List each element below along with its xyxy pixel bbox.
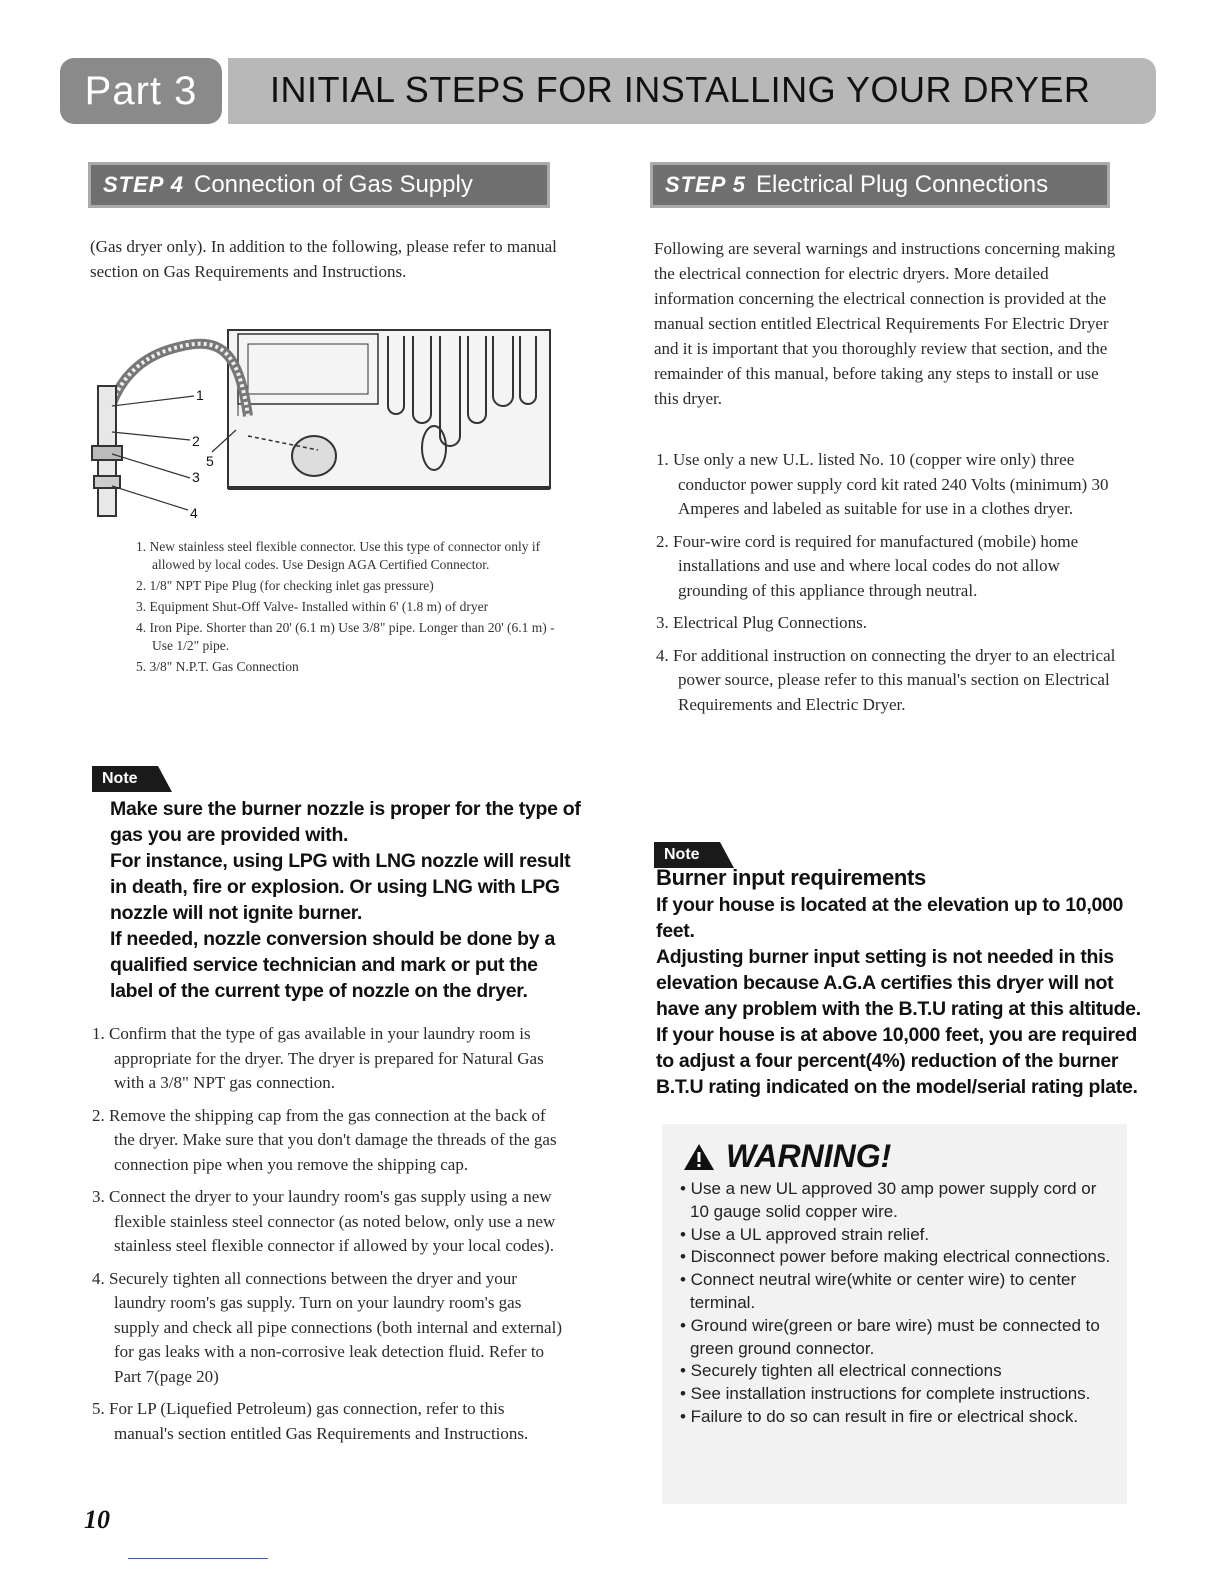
note-line: For instance, using LPG with LNG nozzle will result [110, 850, 571, 872]
note-heading: Burner input requirements [656, 865, 926, 890]
callout-4: 4 [190, 505, 198, 521]
step4-header [88, 162, 550, 208]
warning-heading [682, 1138, 891, 1175]
step5-header [650, 162, 1110, 208]
warning-item: • Ground wire(green or bare wire) must be connected to green ground connector. [680, 1315, 1100, 1358]
note-line: Adjusting burner input setting is not needed in this [656, 946, 1114, 968]
note-line: qualified service technician and mark or put the [110, 954, 538, 976]
warning-title: WARNING! [726, 1138, 892, 1174]
warning-list [676, 1178, 1116, 1429]
footer-line [128, 1558, 268, 1559]
note-line: If your house is located at the elevation up to 10,000 [656, 894, 1124, 916]
gas-step-item: 1. Confirm that the type of gas available in your laundry room is appropriate for the dryer. The dryer is prepared for Natural Gas with a 3/8" NPT gas connection. [92, 1024, 544, 1092]
electrical-step-item: 4. For additional instruction on connecting the dryer to an electrical power source, please refer to this manual's section on Electrical Requirements and Electric Dryer. [656, 645, 1116, 714]
gas-steps-list [92, 1022, 562, 1454]
gas-step-item: 3. Connect the dryer to your laundry room's gas supply using a new flexible stainless steel connector (as noted below, only use a new stainless steel flexible connector if allowed by your local codes). [92, 1187, 556, 1255]
warning-box [662, 1124, 1127, 1504]
warning-item: • Failure to do so can result in fire or electrical shock. [680, 1406, 1079, 1426]
warning-item: • Disconnect power before making electrical connections. [680, 1247, 1111, 1267]
note-line: B.T.U rating indicated on the model/serial rating plate. [656, 1076, 1138, 1098]
gas-step-item: 5. For LP (Liquefied Petroleum) gas connection, refer to this manual's section entitled Gas Requirements and Instructions. [92, 1399, 529, 1443]
note-line: label of the current type of nozzle on the dryer. [110, 980, 528, 1002]
warning-item: • Connect neutral wire(white or center wire) to center terminal. [680, 1270, 1077, 1312]
note-line: to adjust a four percent(4%) reduction of the burner [656, 1050, 1119, 1072]
step5-title: Electrical Plug Connections [756, 171, 1049, 198]
step4-intro: (Gas dryer only). In addition to the following, please refer to manual section on Gas Requirements and Instructions. [90, 237, 557, 281]
warning-item: • Use a new UL approved 30 amp power supply cord or 10 gauge solid copper wire. [680, 1179, 1097, 1221]
electrical-step-item: 2. Four-wire cord is required for manufactured (mobile) home installations and use and where local codes do not allow grounding of this appliance through neutral. [656, 531, 1079, 600]
callout-5: 5 [206, 453, 214, 469]
page-title: INITIAL STEPS FOR INSTALLING YOUR DRYER [270, 69, 1091, 110]
step5-intro: Following are several warnings and instructions concerning making the electrical connection for electric dryers. More detailed information concerning the electrical connection is provided at the manual section entitled Electrical Requirements For Electric Dryer and it is important that you thoroughly review that section, and the remainder of this manual, before taking any steps to install or use this dryer. [654, 239, 1116, 408]
note-line: If your house is at above 10,000 feet, you are required [656, 1024, 1137, 1046]
caption-item: 2. 1/8" NPT Pipe Plug (for checking inlet gas pressure) [136, 578, 434, 593]
gas-step-item: 2. Remove the shipping cap from the gas connection at the back of the dryer. Make sure that you don't damage the threads of the gas connection pipe when you remove the shipping cap. [92, 1105, 557, 1174]
electrical-step-item: 1. Use only a new U.L. listed No. 10 (copper wire only) three conductor power supply cord kit rated 240 Volts (minimum) 30 Amperes and labeled as suitable for use in a clothes dryer. [656, 450, 1109, 518]
page-number: 10 [84, 1505, 110, 1534]
step4-number: STEP 4 [103, 172, 184, 197]
note-line: If needed, nozzle conversion should be done by a [110, 928, 556, 950]
electrical-step-item: 3. Electrical Plug Connections. [656, 613, 868, 632]
diagram-captions [136, 538, 566, 679]
caption-item: 4. Iron Pipe. Shorter than 20' (6.1 m) Use 3/8" pipe. Longer than 20' (6.1 m) - Use 1/2" pipe. [136, 620, 555, 653]
caption-item: 5. 3/8" N.P.T. Gas Connection [136, 659, 299, 674]
note-tag-left: Note [92, 766, 158, 792]
warning-item: • Securely tighten all electrical connections [680, 1361, 1002, 1381]
electrical-steps-list [656, 448, 1126, 725]
note-line: have any problem with the B.T.U rating at this altitude. [656, 998, 1141, 1020]
part-badge: Part 3 [60, 58, 222, 124]
warning-triangle-icon [682, 1142, 716, 1172]
note-tag-right: Note [654, 842, 720, 868]
callout-3: 3 [192, 469, 200, 485]
note-line: Make sure the burner nozzle is proper for the type of [110, 798, 581, 820]
note-line: feet. [656, 920, 695, 942]
gas-connection-diagram [88, 326, 558, 526]
callout-2: 2 [192, 433, 200, 449]
note-line: gas you are provided with. [110, 824, 349, 846]
step5-number: STEP 5 [665, 172, 746, 197]
warning-item: • Use a UL approved strain relief. [680, 1224, 930, 1244]
gas-step-item: 4. Securely tighten all connections between the dryer and your laundry room's gas supply. Turn on your laundry room's gas supply and check all pipe connections (both internal and external) for gas leaks with a non-corrosive leak detection fluid. Refer to Part 7(page 20) [92, 1268, 562, 1386]
callout-1: 1 [196, 387, 204, 403]
caption-item: 3. Equipment Shut-Off Valve- Installed within 6' (1.8 m) of dryer [136, 599, 489, 614]
note-line: in death, fire or explosion. Or using LNG with LPG [110, 876, 560, 898]
warning-item: • See installation instructions for complete instructions. [680, 1384, 1091, 1404]
right-note-text [656, 864, 1141, 1100]
note-line: nozzle will not ignite burner. [110, 902, 363, 924]
note-line: elevation because A.G.A certifies this dryer will not [656, 972, 1114, 994]
step4-title: Connection of Gas Supply [194, 171, 473, 198]
left-note-text [110, 796, 581, 1004]
caption-item: 1. New stainless steel flexible connector. Use this type of connector only if allowed by local codes. Use Design AGA Certified Connector. [136, 539, 541, 572]
